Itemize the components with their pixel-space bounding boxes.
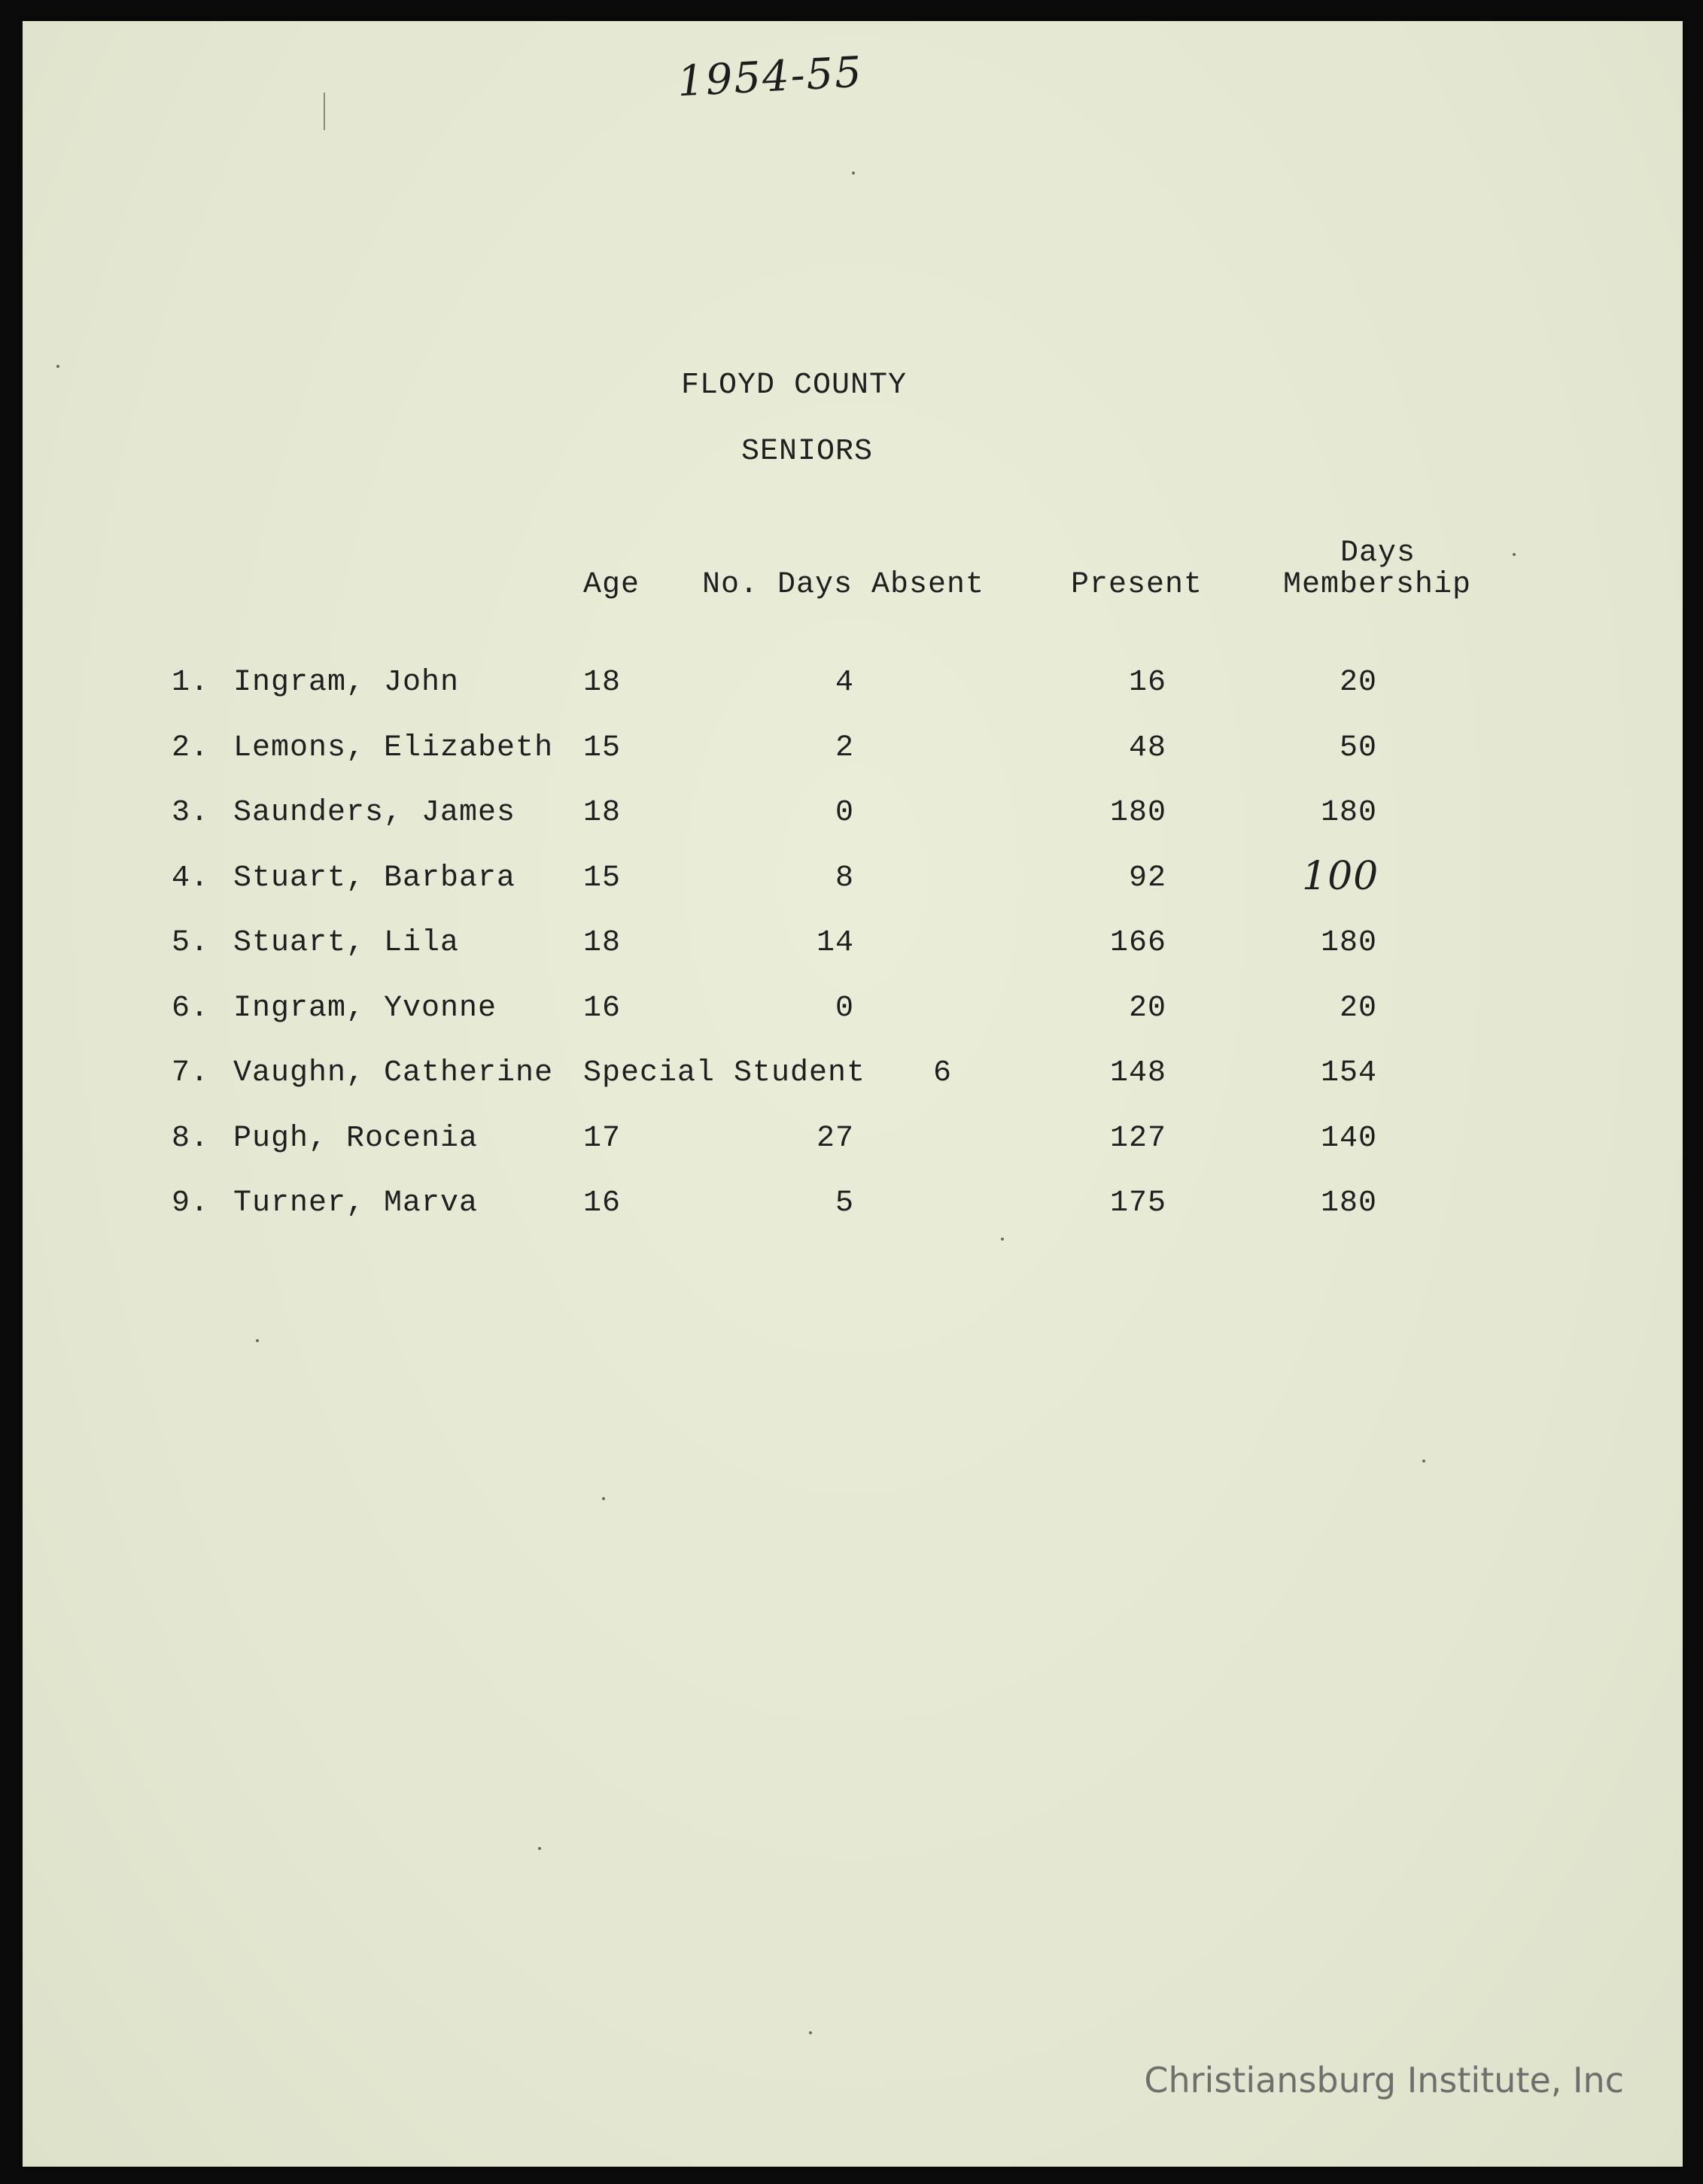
student-name: Turner, Marva [233, 1186, 479, 1220]
document-page [23, 21, 1683, 2167]
paper-mark [324, 93, 325, 130]
title-class: SENIORS [741, 435, 874, 469]
days-membership: 50 [1339, 731, 1377, 765]
row-number: 9. [172, 1186, 210, 1220]
paper-speck [538, 1847, 541, 1850]
days-membership: 180 [1320, 926, 1377, 960]
days-absent: 8 [835, 861, 854, 895]
days-absent: 27 [816, 1121, 854, 1156]
student-name: Stuart, Barbara [233, 861, 516, 895]
row-number: 3. [172, 796, 210, 830]
student-age: 17 [583, 1121, 622, 1156]
header-membership: Membership [1283, 568, 1472, 602]
days-absent: 0 [835, 991, 854, 1025]
days-present: 20 [1128, 991, 1166, 1025]
days-present: 180 [1109, 796, 1166, 830]
row-number: 6. [172, 991, 210, 1025]
header-age: Age [583, 568, 640, 602]
student-age: 16 [583, 991, 622, 1025]
student-name: Ingram, Yvonne [233, 991, 497, 1025]
paper-speck [1513, 553, 1516, 556]
header-days: Days [1340, 536, 1416, 570]
days-present: 148 [1109, 1056, 1166, 1090]
paper-speck [852, 172, 855, 175]
days-membership: 100 [1302, 853, 1379, 899]
student-name: Saunders, James [233, 796, 516, 830]
days-absent: 0 [835, 796, 854, 830]
row-number: 1. [172, 666, 210, 700]
days-membership: 180 [1320, 1186, 1377, 1220]
days-absent: 4 [835, 666, 854, 700]
student-age: 15 [583, 861, 622, 895]
student-name: Lemons, Elizabeth [233, 731, 554, 765]
header-present: Present [1071, 568, 1203, 602]
row-number: 4. [172, 861, 210, 895]
student-name: Vaughn, Catherine [233, 1056, 554, 1090]
student-age: Special Student [583, 1056, 866, 1090]
title-county: FLOYD COUNTY [681, 369, 908, 402]
days-membership: 154 [1320, 1056, 1377, 1090]
days-membership: 20 [1339, 666, 1377, 700]
days-absent: 5 [835, 1186, 854, 1220]
days-present: 175 [1109, 1186, 1166, 1220]
student-age: 18 [583, 796, 622, 830]
row-number: 5. [172, 926, 210, 960]
row-number: 2. [172, 731, 210, 765]
student-name: Stuart, Lila [233, 926, 460, 960]
row-number: 8. [172, 1121, 210, 1156]
days-present: 166 [1109, 926, 1166, 960]
paper-speck [1422, 1460, 1425, 1463]
header-absent: No. Days Absent [702, 568, 985, 602]
handwritten-year: 1954-55 [676, 47, 865, 107]
student-age: 15 [583, 731, 622, 765]
days-absent: 14 [816, 926, 854, 960]
student-age: 18 [583, 926, 622, 960]
student-name: Ingram, John [233, 666, 460, 700]
paper-speck [256, 1339, 259, 1342]
days-absent: 2 [835, 731, 854, 765]
paper-speck [56, 365, 59, 368]
paper-speck [1001, 1238, 1004, 1241]
row-number: 7. [172, 1056, 210, 1090]
watermark: Christiansburg Institute, Inc [1144, 2060, 1624, 2100]
days-absent: 6 [932, 1056, 952, 1090]
paper-speck [602, 1497, 605, 1500]
student-name: Pugh, Rocenia [233, 1121, 479, 1156]
days-present: 92 [1128, 861, 1166, 895]
student-age: 16 [583, 1186, 622, 1220]
days-membership: 140 [1320, 1121, 1377, 1156]
days-membership: 20 [1339, 991, 1377, 1025]
days-present: 48 [1128, 731, 1166, 765]
days-present: 127 [1109, 1121, 1166, 1156]
student-age: 18 [583, 666, 622, 700]
paper-speck [809, 2031, 812, 2034]
days-membership: 180 [1320, 796, 1377, 830]
days-present: 16 [1128, 666, 1166, 700]
